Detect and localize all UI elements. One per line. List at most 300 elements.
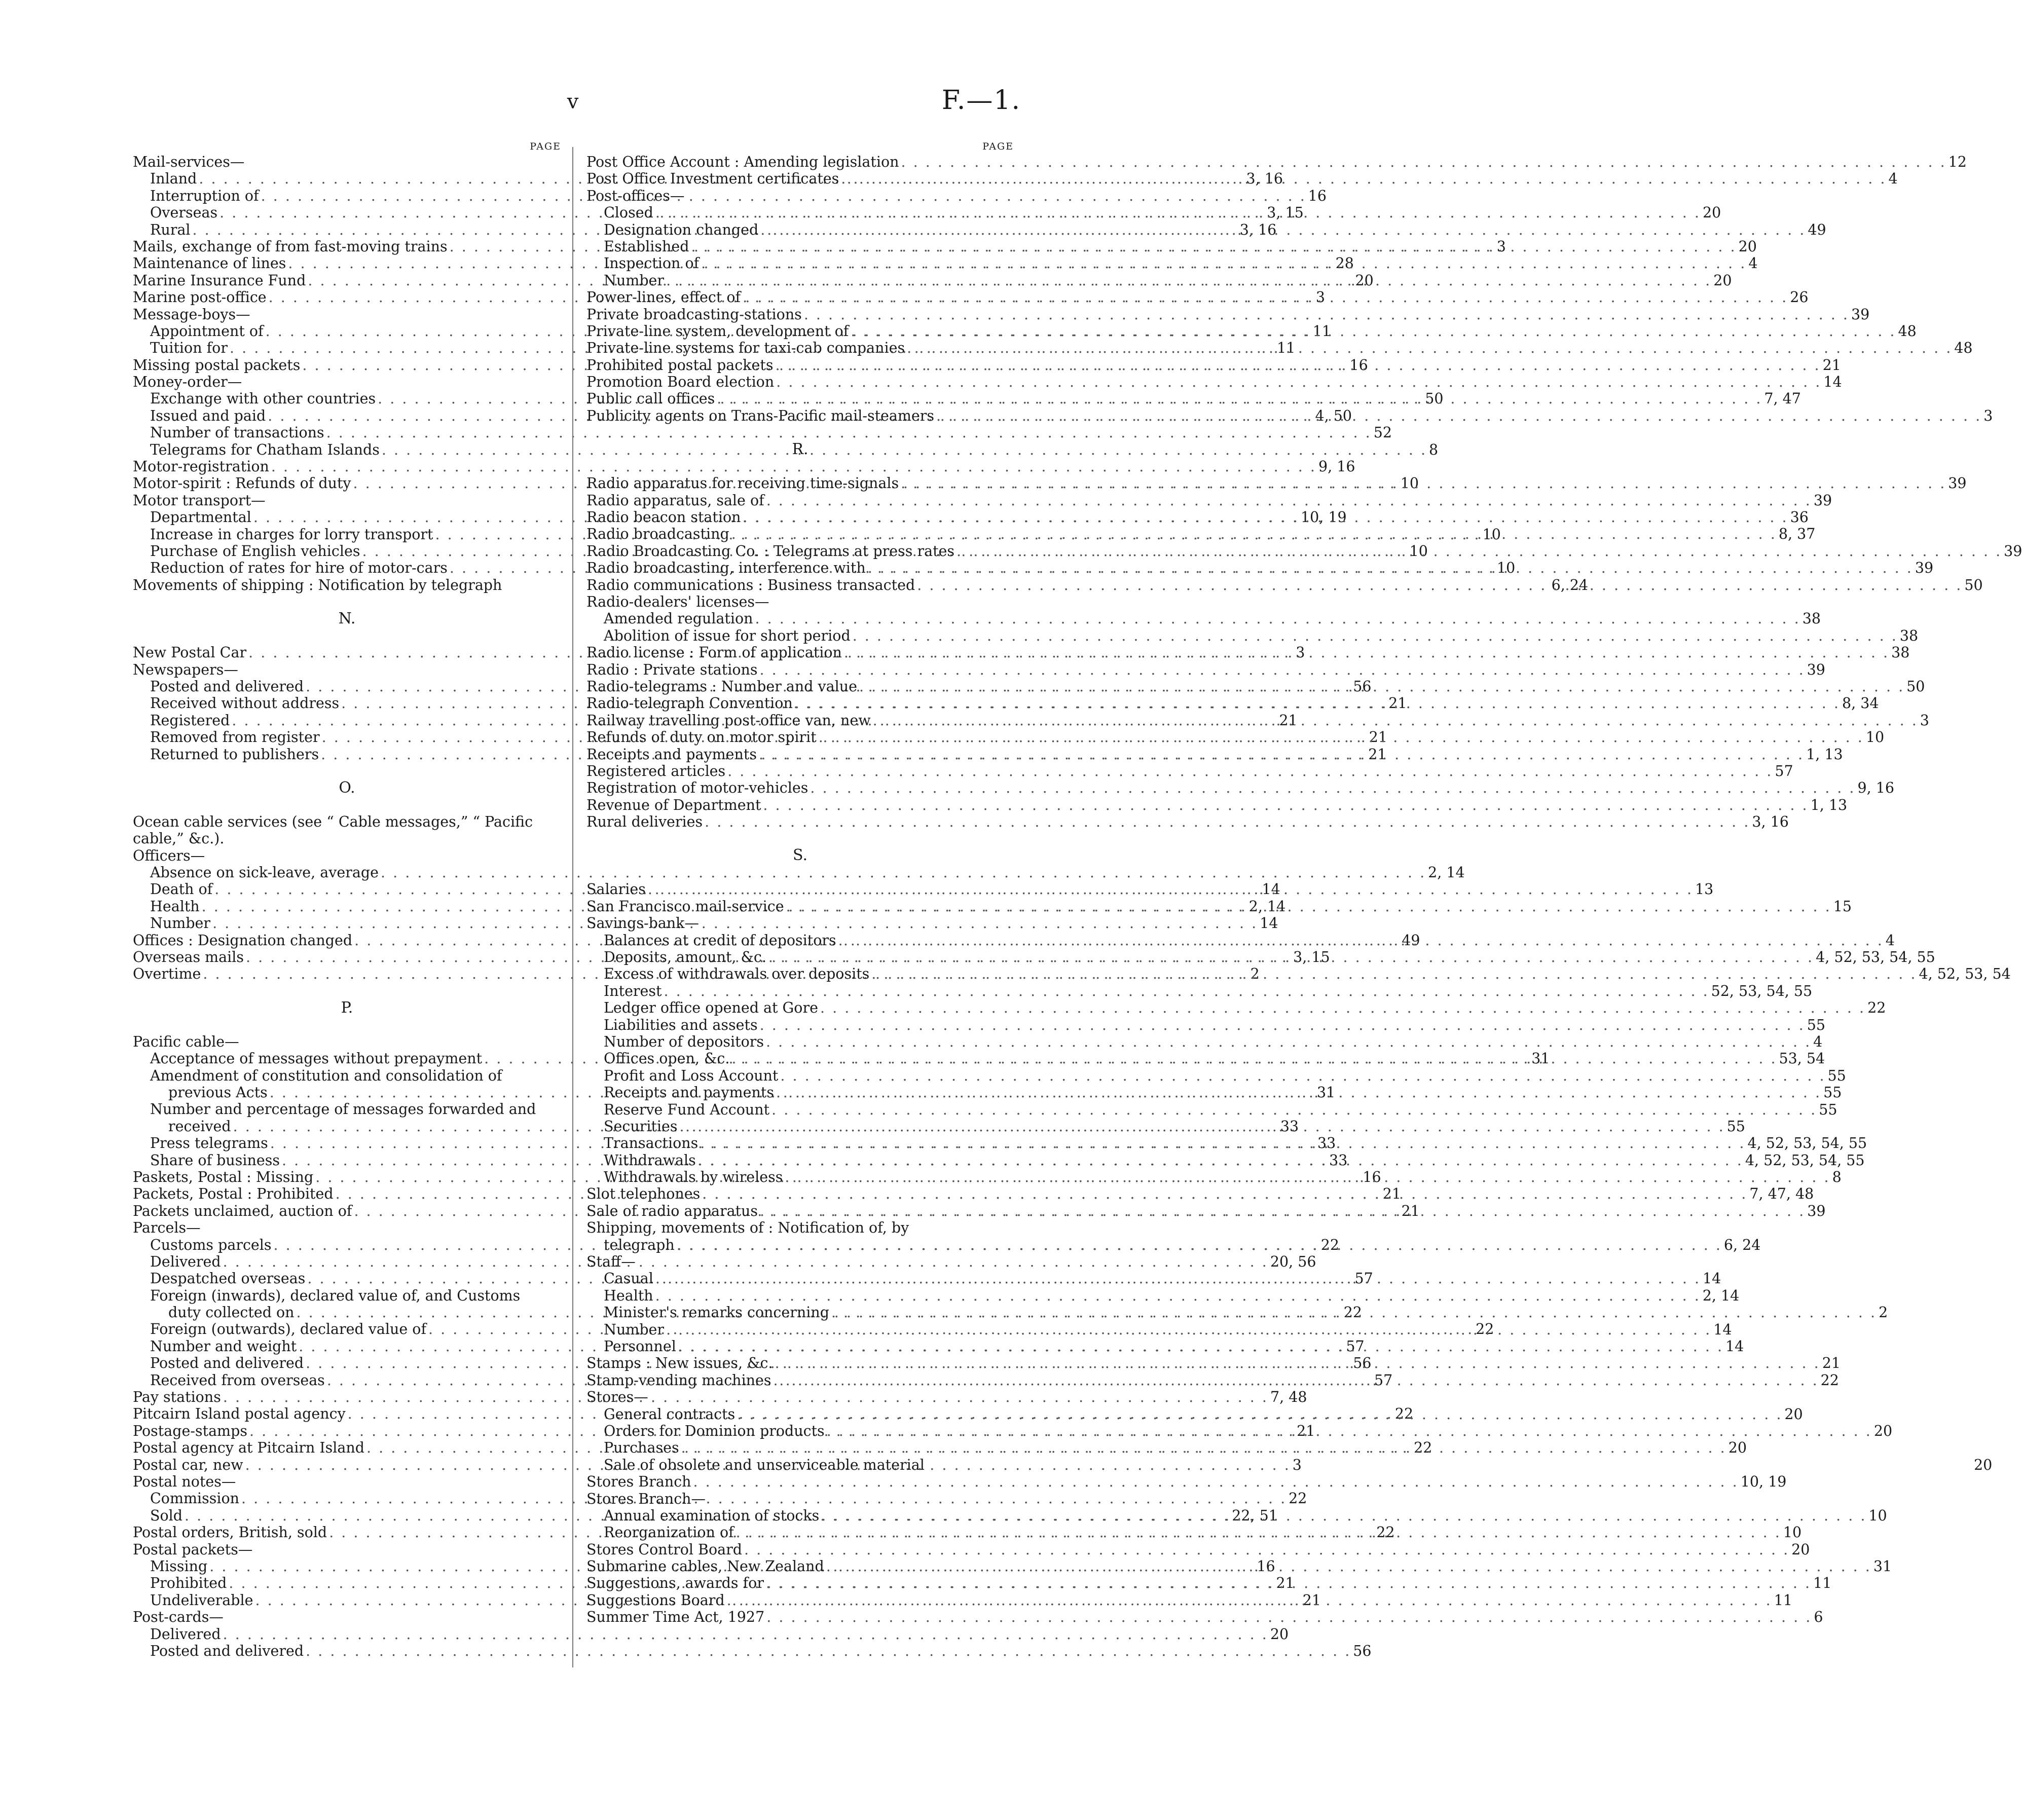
- dot-leader: [735, 1406, 1784, 1423]
- page-reference: 55: [1827, 1067, 1846, 1084]
- page-reference: 2, 14: [1248, 898, 1286, 915]
- index-heading: [133, 1541, 561, 1558]
- dot-leader: [758, 221, 1808, 238]
- dot-leader: [869, 965, 1919, 982]
- entry-label: Prohibited: [150, 1575, 227, 1592]
- index-entry: [586, 627, 1919, 644]
- entry-label: Interruption of: [150, 187, 259, 204]
- dot-leader: [778, 1067, 1827, 1084]
- entry-label: Rural deliveries: [586, 813, 703, 831]
- entry-label: Radio broadcasting: [586, 526, 729, 543]
- page-reference: 21: [1297, 1422, 1315, 1439]
- section-letter: S.: [792, 846, 808, 865]
- entry-label: Radio-telegrams : Number and value: [586, 678, 857, 695]
- dot-leader: [734, 1524, 1783, 1541]
- dot-leader: [764, 1575, 1813, 1591]
- entry-label: Liabilities and assets: [604, 1016, 758, 1033]
- dot-leader: [729, 526, 1779, 542]
- dot-leader: [699, 255, 1748, 272]
- entry-label: Purchase of English vehicles: [150, 542, 360, 560]
- entry-label: Increase in charges for lorry transport: [150, 526, 433, 543]
- page-reference: 31: [1316, 1084, 1336, 1101]
- index-heading: [586, 188, 1014, 204]
- entry-label: Pitcairn Island postal agency: [133, 1405, 346, 1423]
- index-entry: [586, 1033, 1823, 1050]
- entry-label: duty collected on: [168, 1304, 295, 1321]
- index-heading: [133, 1033, 561, 1050]
- page-reference: 10: [1400, 475, 1419, 492]
- index-heading: [586, 1389, 1014, 1405]
- dot-leader: [653, 1270, 1703, 1287]
- page-reference: 38: [1802, 610, 1821, 627]
- page-reference: 22: [1289, 1490, 1307, 1507]
- page-reference: 56: [1353, 1642, 1372, 1659]
- entry-label: Delivered: [150, 1253, 221, 1270]
- page-reference: 22: [1476, 1321, 1494, 1338]
- index-entry: [586, 813, 1789, 831]
- index-heading: [133, 1473, 561, 1490]
- entry-label: Private-line system, development of: [586, 322, 849, 340]
- index-entry: [586, 644, 1910, 661]
- dot-leader: [691, 1473, 1741, 1490]
- page-reference: 20: [1270, 1625, 1289, 1643]
- entry-label: Radio broadcasting, interference with: [586, 560, 866, 577]
- index-entry: [586, 796, 1848, 813]
- page-reference: 4, 52, 53, 54: [1919, 965, 2011, 983]
- page-reference: 20: [1738, 238, 1757, 255]
- page-reference: 9, 16: [1318, 458, 1355, 475]
- entry-label: Amendment of constitution and consolidation of: [150, 1067, 502, 1084]
- entry-label: Slot telephones: [586, 1185, 701, 1203]
- entry-label: Refunds of duty on motor spirit: [586, 729, 817, 746]
- page-reference: 21: [1369, 729, 1388, 746]
- entry-label: telegraph: [604, 1236, 675, 1253]
- page-reference: 1, 13: [1810, 796, 1848, 813]
- page-reference: 3, 15: [1267, 204, 1304, 221]
- entry-label: Packets unclaimed, auction of: [133, 1202, 352, 1219]
- entry-label: Established: [604, 238, 689, 255]
- entry-label: Postal notes—: [133, 1473, 236, 1490]
- page-reference: 31: [1531, 1050, 1550, 1067]
- dot-leader: [774, 1084, 1823, 1101]
- index-entry: [586, 1473, 1787, 1491]
- dot-leader: [715, 390, 1764, 407]
- entry-label: Radio-dealers' licenses—: [586, 593, 769, 610]
- section-letter: O.: [339, 778, 355, 797]
- entry-label: Stores Control Board: [586, 1541, 743, 1558]
- page-reference: 4, 52, 53, 54, 55: [1816, 949, 1935, 966]
- page-reference: 7, 47, 48: [1749, 1185, 1814, 1203]
- entry-label: Message-boys—: [133, 306, 250, 323]
- index-entry: [586, 272, 1732, 289]
- index-heading: [133, 1101, 561, 1118]
- entry-label: Movements of shipping : Notification by telegraph: [133, 576, 502, 593]
- page-reference: 10: [1482, 526, 1501, 543]
- dot-leader: [871, 712, 1920, 729]
- index-entry: [586, 1067, 1846, 1084]
- entry-label: Staff—: [586, 1253, 636, 1271]
- entry-label: Health: [150, 898, 200, 915]
- entry-label: Profit and Loss Account: [604, 1067, 779, 1084]
- page-reference: 49: [1402, 932, 1420, 949]
- index-entry: [586, 1609, 1823, 1626]
- page-reference: 3: [1315, 289, 1325, 306]
- entry-label: Absence on sick-leave, average: [150, 864, 379, 881]
- entry-label: Prohibited postal packets: [586, 356, 774, 374]
- index-entry: [586, 965, 2011, 983]
- dot-leader: [802, 306, 1851, 323]
- dot-leader: [698, 1135, 1747, 1152]
- page-reference: 6, 24: [1723, 1236, 1761, 1253]
- entry-label: Newspapers—: [133, 661, 238, 678]
- index-entry: [586, 1541, 1810, 1558]
- page-reference: 39: [1851, 306, 1870, 323]
- entry-label: Money-order—: [133, 374, 242, 391]
- entry-label: Commission: [150, 1490, 240, 1507]
- index-entry: [586, 492, 1832, 509]
- entry-label: previous Acts: [168, 1084, 268, 1101]
- page-reference: 16: [1349, 356, 1368, 374]
- entry-label: Customs parcels: [150, 1236, 272, 1253]
- page-reference: 22: [1394, 1405, 1414, 1423]
- page-reference: 53, 54: [1779, 1050, 1825, 1067]
- page-reference: 39: [1915, 560, 1934, 577]
- index-entry: [586, 999, 1886, 1017]
- entry-label: Revenue of Department: [586, 796, 761, 813]
- dot-leader: [725, 1592, 1774, 1609]
- page-reference: 20: [1974, 1456, 1993, 1473]
- entry-label: Missing: [150, 1557, 208, 1575]
- page-reference: 4, 50: [1315, 407, 1352, 424]
- index-entry: [586, 762, 1793, 779]
- entry-label: Radio-telegraph Convention: [586, 695, 793, 712]
- entry-label: Press telegrams: [150, 1135, 268, 1152]
- entry-label: Designation changed: [604, 221, 759, 238]
- dot-leader: [741, 509, 1790, 526]
- index-entry: [133, 424, 1392, 441]
- page-reference: 39: [1807, 1202, 1826, 1219]
- entry-label: Receipts and payments: [586, 746, 757, 763]
- entry-label: Annual examination of stocks: [604, 1507, 820, 1524]
- dot-leader: [773, 357, 1822, 374]
- dot-leader: [934, 407, 1983, 424]
- page-reference: 57: [1346, 1338, 1365, 1355]
- dot-leader: [808, 779, 1857, 796]
- entry-label: Pay stations: [133, 1389, 221, 1406]
- dot-leader: [757, 746, 1806, 763]
- entry-label: Balances at credit of depositors: [604, 932, 836, 949]
- page-reference: 3, 16: [1239, 221, 1277, 238]
- entry-label: Post Office Investment certificates: [586, 170, 839, 188]
- dot-leader: [664, 1321, 1713, 1338]
- page-reference: 33: [1280, 1118, 1299, 1135]
- page-reference: 3: [1983, 407, 1993, 424]
- index-heading: [133, 1609, 561, 1625]
- entry-label: Post-cards—: [133, 1609, 224, 1626]
- index-entry: [586, 1101, 1837, 1118]
- page-reference: 14: [1725, 1338, 1744, 1355]
- page-reference: 8, 34: [1842, 695, 1879, 712]
- entry-label: Mail-services—: [133, 154, 245, 170]
- page-reference: 3: [1292, 1456, 1302, 1473]
- page-reference: 21: [1302, 1591, 1321, 1609]
- entry-label: Returned to publishers: [150, 746, 319, 763]
- page-reference: 7, 48: [1270, 1389, 1307, 1406]
- dot-leader: [825, 1423, 1874, 1439]
- dot-leader: [818, 999, 1867, 1016]
- page-reference: 10, 19: [1740, 1473, 1787, 1491]
- entry-label: Radio apparatus, sale of: [586, 492, 764, 509]
- page-reference: 50: [1906, 678, 1925, 695]
- page-reference: 20: [1873, 1422, 1893, 1439]
- entry-label: Public call offices: [586, 390, 715, 407]
- entry-label: Interest: [604, 982, 662, 999]
- entry-label: Ledger office opened at Gore: [604, 999, 818, 1017]
- page-reference: 28: [1335, 255, 1354, 272]
- page-reference: 21: [1368, 746, 1387, 763]
- page-reference: 2: [1250, 965, 1260, 983]
- index-heading: [133, 154, 561, 170]
- page-reference: 4: [1888, 170, 1898, 188]
- entry-label: Marine Insurance Fund: [133, 272, 306, 289]
- dot-leader: [761, 797, 1810, 813]
- entry-label: Casual: [604, 1270, 653, 1287]
- entry-label: Postal agency at Pitcairn Island: [133, 1439, 364, 1457]
- page-reference: 7, 47: [1764, 390, 1801, 407]
- entry-label: Sale of radio apparatus: [586, 1202, 758, 1219]
- index-entry: [586, 610, 1821, 627]
- dot-leader: [769, 1101, 1819, 1118]
- entry-label: Suggestions Board: [586, 1591, 725, 1609]
- index-heading: [586, 593, 1014, 610]
- entry-label: Pacific cable—: [133, 1033, 239, 1050]
- page-reference: 20: [1784, 1405, 1803, 1423]
- page-reference: 52: [1373, 424, 1392, 441]
- entry-label: Postal car, new: [133, 1456, 243, 1473]
- index-heading: [133, 306, 561, 323]
- dot-leader: [703, 813, 1752, 830]
- entry-label: Officers—: [133, 847, 205, 864]
- page-reference: 8: [1832, 1169, 1842, 1186]
- page-reference: 56: [1353, 678, 1372, 695]
- entry-label: Stores Branch—: [586, 1490, 706, 1507]
- entry-label: Private-line systems for taxi-cab companies: [586, 340, 905, 357]
- page-reference: 6: [1814, 1609, 1823, 1626]
- entry-label: Death of: [150, 881, 213, 898]
- index-entry: [133, 1625, 1289, 1643]
- page-reference: 4: [1885, 932, 1895, 949]
- entry-label: Closed: [604, 204, 653, 221]
- entry-label: Abolition of issue for short period: [604, 627, 851, 644]
- page-reference: 3, 15: [1293, 949, 1330, 966]
- entry-label: Missing postal packets: [133, 356, 301, 374]
- entry-label: Summer Time Act, 1927: [586, 1609, 765, 1626]
- index-heading: [133, 1287, 561, 1304]
- page-reference: 20: [1702, 204, 1721, 221]
- entry-label: Inland: [150, 170, 197, 188]
- page-reference: 38: [1899, 627, 1919, 644]
- page-reference: 39: [1813, 492, 1832, 509]
- page-reference: 10: [1783, 1524, 1802, 1541]
- page-reference: 11: [1277, 340, 1296, 357]
- entry-label: Posted and delivered: [150, 1355, 304, 1372]
- entry-label: Share of business: [150, 1152, 280, 1169]
- entry-label: Number: [150, 915, 211, 932]
- entry-label: Number: [604, 1321, 665, 1338]
- page-reference: 39: [1807, 661, 1825, 678]
- page-reference: 22: [1867, 999, 1886, 1017]
- page-reference: 10, 19: [1301, 509, 1347, 526]
- dot-leader: [766, 949, 1816, 965]
- entry-label: Sold: [150, 1507, 183, 1524]
- page-reference: 57: [1374, 1371, 1393, 1389]
- page-reference: 2: [1879, 1304, 1888, 1321]
- dot-leader: [679, 1439, 1729, 1456]
- page-reference: 20: [1791, 1541, 1810, 1558]
- dot-leader: [836, 932, 1886, 949]
- section-letter: P.: [341, 998, 353, 1017]
- entry-label: Receipts and payments: [604, 1084, 774, 1101]
- entry-label: Overseas mails: [133, 949, 244, 966]
- page-reference: 55: [1807, 1016, 1825, 1033]
- entry-label: Stores—: [586, 1389, 648, 1406]
- dot-leader: [653, 204, 1703, 221]
- dot-leader: [764, 1609, 1814, 1625]
- index-heading: [586, 1491, 1014, 1507]
- dot-leader: [915, 577, 1964, 593]
- page-reference: 50: [1425, 390, 1444, 407]
- page-reference: 48: [1954, 340, 1973, 357]
- dot-leader: [646, 881, 1695, 898]
- entry-label: New Postal Car: [133, 644, 247, 661]
- entry-label: Reduction of rates for hire of motor-cars: [150, 560, 448, 577]
- index-entry: [133, 458, 1355, 475]
- page-reference: 14: [1823, 374, 1842, 391]
- page-reference: 39: [1948, 475, 1967, 492]
- entry-label: Overseas: [150, 204, 218, 221]
- dot-leader: [304, 1643, 1353, 1659]
- dot-leader: [784, 898, 1833, 915]
- index-entry: [586, 1456, 1993, 1473]
- page-reference: 14: [1703, 1270, 1721, 1287]
- entry-label: General contracts: [604, 1405, 736, 1423]
- index-entry: [586, 1016, 1825, 1033]
- page-reference: 14: [1713, 1321, 1732, 1338]
- entry-label: Postal orders, British, sold: [133, 1524, 327, 1541]
- entry-label: Shipping, movements of : Notification of, by: [586, 1219, 909, 1237]
- entry-label: Personnel: [604, 1338, 676, 1355]
- entry-label: Securities: [604, 1118, 678, 1135]
- index-entry: [586, 238, 1757, 255]
- index-entry: [586, 779, 1895, 797]
- dot-leader: [783, 1169, 1832, 1185]
- dot-leader: [758, 1017, 1807, 1033]
- dot-leader: [857, 678, 1906, 695]
- entry-label: Amended regulation: [604, 610, 753, 627]
- page-reference: 22, 51: [1232, 1507, 1278, 1524]
- entry-label: Acceptance of messages without prepayment: [150, 1050, 483, 1067]
- entry-label: Delivered: [150, 1625, 221, 1643]
- entry-label: Private broadcasting-stations: [586, 306, 802, 323]
- entry-label: Parcels—: [133, 1219, 201, 1237]
- index-heading: [586, 915, 1014, 932]
- page-reference: 2, 14: [1428, 864, 1465, 881]
- page-reference: 11: [1312, 322, 1332, 340]
- dot-leader: [675, 1237, 1724, 1253]
- page-column-header: PAGE: [982, 141, 1014, 152]
- index-heading: [133, 374, 561, 390]
- page-reference: 3, 16: [1752, 813, 1789, 831]
- dot-leader: [729, 1050, 1779, 1067]
- page-reference: 16: [1363, 1168, 1381, 1185]
- index-entry: [586, 1287, 1740, 1304]
- dot-leader: [773, 1355, 1822, 1371]
- page-reference: 11: [1813, 1575, 1832, 1592]
- index-entry: Ocean cable services (see “ Cable messages,” “ Pacific cable,” &c.).: [133, 813, 533, 847]
- entry-label: Submarine cables, New Zealand: [586, 1558, 824, 1575]
- page-reference: 4: [1813, 1033, 1823, 1050]
- page-reference: 21: [1401, 1202, 1420, 1219]
- entry-label: Reserve Fund Account: [604, 1101, 770, 1118]
- entry-label: Health: [604, 1287, 653, 1304]
- entry-label: Paskets, Postal : Missing: [133, 1168, 314, 1185]
- entry-label: Registered: [150, 712, 230, 729]
- page-reference: 55: [1726, 1118, 1745, 1135]
- page-reference: 1, 13: [1806, 746, 1843, 763]
- page-reference: 3: [1496, 238, 1506, 255]
- page-reference: 9, 16: [1857, 779, 1895, 797]
- entry-label: Appointment of: [150, 322, 264, 340]
- page-reference: 3, 16: [1246, 170, 1283, 188]
- page-reference: 4: [1748, 255, 1758, 272]
- page-reference: 39: [2004, 542, 2022, 560]
- entry-label: Packets, Postal : Prohibited: [133, 1185, 334, 1203]
- page-reference: 52, 53, 54, 55: [1711, 982, 1813, 999]
- entry-label: Excess of withdrawals over deposits: [604, 965, 870, 983]
- page-reference: 21: [1822, 1355, 1841, 1372]
- entry-label: Railway travelling post-office van, new: [586, 712, 871, 729]
- page-reference: 22: [1376, 1524, 1395, 1541]
- entry-label: Salaries: [586, 881, 646, 898]
- entry-label: Radio communications : Business transacted: [586, 576, 915, 593]
- dot-leader: [817, 729, 1866, 746]
- column-divider: [572, 147, 573, 1667]
- page-reference: 15: [1833, 898, 1852, 915]
- entry-label: Number of transactions: [150, 424, 324, 441]
- entry-label: Foreign (outwards), declared value of: [150, 1321, 427, 1338]
- index-heading: [133, 661, 561, 678]
- entry-label: Postage-stamps: [133, 1422, 247, 1439]
- dot-leader: [839, 170, 1888, 187]
- index-heading: [133, 1067, 561, 1084]
- page-reference: 38: [1891, 644, 1910, 661]
- page-reference: 10: [1409, 542, 1428, 560]
- dot-leader: [764, 492, 1814, 509]
- dot-leader: [899, 154, 1948, 170]
- page-reference: 16: [1257, 1557, 1275, 1575]
- page-reference: 49: [1808, 221, 1826, 238]
- index-entry: [586, 154, 1967, 170]
- page-reference: 4, 52, 53, 54, 55: [1747, 1135, 1867, 1152]
- dot-leader: [758, 1203, 1807, 1219]
- entry-label: Undeliverable: [150, 1591, 253, 1609]
- page-reference: 22: [1414, 1439, 1432, 1457]
- entry-label: Withdrawals by wireless: [604, 1169, 783, 1186]
- dot-leader: [954, 543, 2004, 560]
- entry-label: Telegrams for Chatham Islands: [150, 441, 380, 458]
- page-reference: 20: [1713, 272, 1732, 289]
- page-reference: 6, 24: [1551, 576, 1589, 593]
